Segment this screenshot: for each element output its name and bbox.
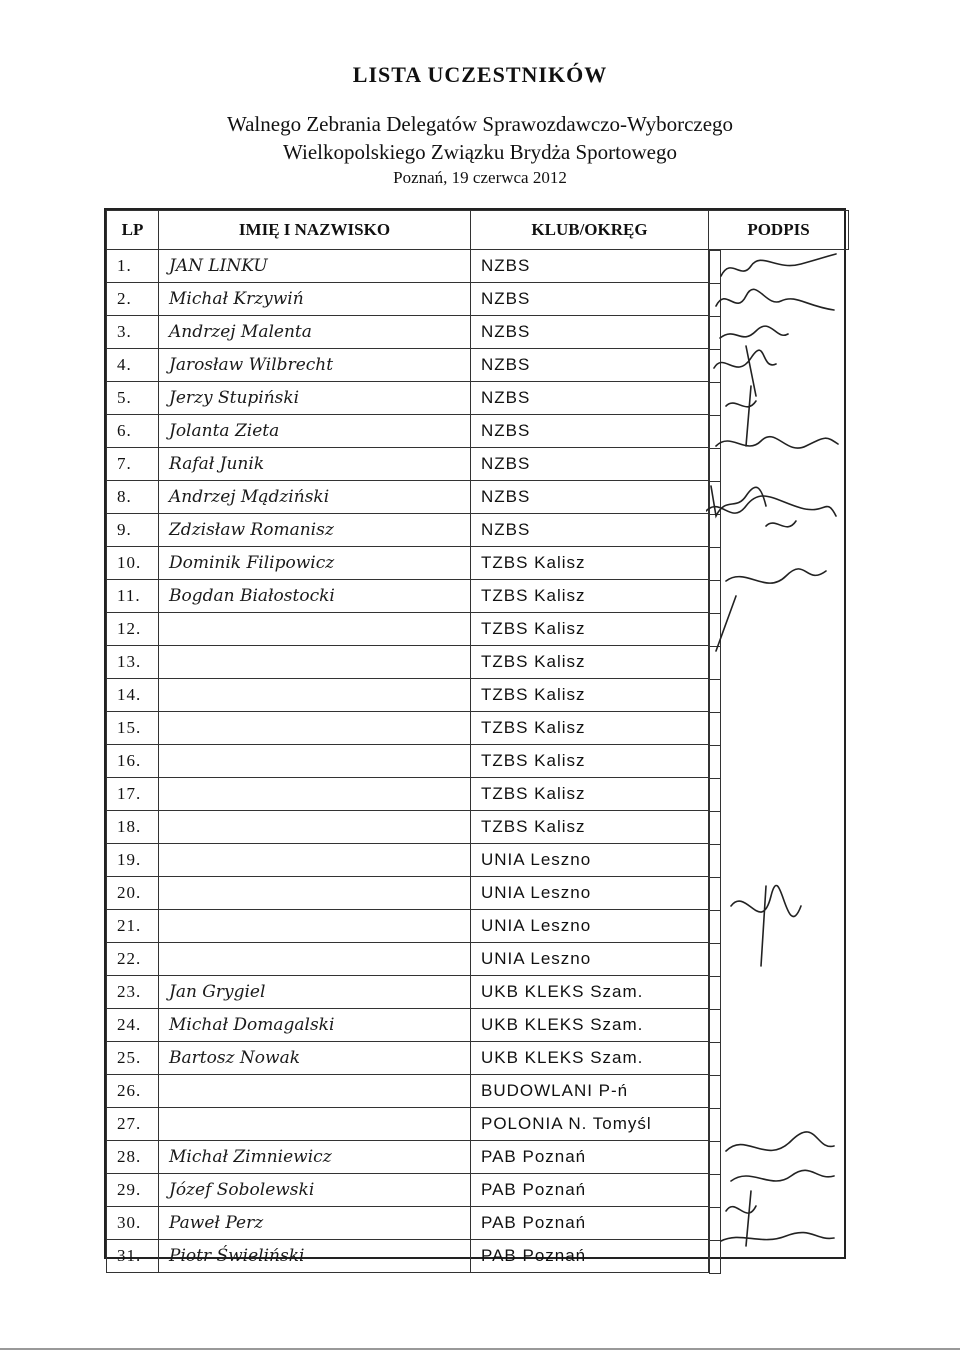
table-row (107, 415, 849, 448)
club-name: UNIA Leszno (471, 943, 709, 976)
participant-name (159, 1108, 471, 1141)
row-number: 25. (107, 1042, 159, 1075)
club-name: TZBS Kalisz (471, 712, 709, 745)
row-number: 23. (107, 976, 159, 1009)
row-number: 6. (107, 415, 159, 448)
table-row (107, 976, 849, 1009)
signature-cell (709, 1108, 721, 1142)
signature-cell (709, 1009, 721, 1043)
row-number: 8. (107, 481, 159, 514)
signature-cell (709, 1240, 721, 1274)
row-number: 31. (107, 1240, 159, 1273)
signature-cell (709, 481, 721, 515)
club-name: POLONIA N. Tomyśl (471, 1108, 709, 1141)
participant-name: Jan Grygiel (159, 976, 471, 1009)
row-number: 12. (107, 613, 159, 646)
table-row (107, 943, 849, 976)
table-row (107, 1240, 849, 1273)
club-name: NZBS (471, 316, 709, 349)
signature-cell (709, 844, 721, 878)
participant-name: Dominik Filipowicz (159, 547, 471, 580)
signature-cell (709, 745, 721, 779)
signature-cell (709, 448, 721, 482)
table-row (107, 1075, 849, 1108)
participant-name (159, 646, 471, 679)
club-name: NZBS (471, 250, 709, 283)
participant-name (159, 877, 471, 910)
participant-name: Józef Sobolewski (159, 1174, 471, 1207)
table-row (107, 712, 849, 745)
row-number: 2. (107, 283, 159, 316)
signature-cell (709, 415, 721, 449)
row-number: 15. (107, 712, 159, 745)
table-row (107, 382, 849, 415)
club-name: PAB Poznań (471, 1207, 709, 1240)
signature-cell (709, 778, 721, 812)
club-name: TZBS Kalisz (471, 811, 709, 844)
participant-name: Michał Zimniewicz (159, 1141, 471, 1174)
table-row (107, 811, 849, 844)
row-number: 11. (107, 580, 159, 613)
table-row (107, 745, 849, 778)
page-bottom-rule (0, 1348, 960, 1350)
signature-cell (709, 547, 721, 581)
table-row (107, 613, 849, 646)
participant-name: Andrzej Malenta (159, 316, 471, 349)
table-row (107, 1108, 849, 1141)
table-row (107, 679, 849, 712)
row-number: 21. (107, 910, 159, 943)
row-number: 13. (107, 646, 159, 679)
row-number: 5. (107, 382, 159, 415)
row-number: 28. (107, 1141, 159, 1174)
participant-name: Rafał Junik (159, 448, 471, 481)
table-row (107, 910, 849, 943)
club-name: TZBS Kalisz (471, 778, 709, 811)
row-number: 18. (107, 811, 159, 844)
document-title: LISTA UCZESTNIKÓW (352, 62, 608, 87)
participant-name: Michał Domagalski (159, 1009, 471, 1042)
table-row (107, 1009, 849, 1042)
table-row (107, 349, 849, 382)
row-number: 9. (107, 514, 159, 547)
signature-cell (709, 910, 721, 944)
participant-name: Jerzy Stupiński (159, 382, 471, 415)
club-name: NZBS (471, 382, 709, 415)
participant-name (159, 910, 471, 943)
signature-cell (709, 646, 721, 680)
table-row (107, 580, 849, 613)
participant-name (159, 745, 471, 778)
signature-cell (709, 1075, 721, 1109)
club-name: TZBS Kalisz (471, 745, 709, 778)
table-row (107, 1042, 849, 1075)
club-name: BUDOWLANI P-ń (471, 1075, 709, 1108)
club-name: TZBS Kalisz (471, 646, 709, 679)
row-number: 19. (107, 844, 159, 877)
participant-name: Bartosz Nowak (159, 1042, 471, 1075)
signature-cell (709, 613, 721, 647)
club-name: NZBS (471, 415, 709, 448)
signature-cell (709, 580, 721, 614)
table-row (107, 448, 849, 481)
participant-name: Piotr Świeliński (159, 1240, 471, 1273)
participant-name (159, 1075, 471, 1108)
club-name: NZBS (471, 448, 709, 481)
signature-cell (709, 349, 721, 383)
row-number: 4. (107, 349, 159, 382)
organization-name: Wielkopolskiego Związku Brydża Sportowego (283, 140, 677, 164)
club-name: PAB Poznań (471, 1174, 709, 1207)
signature-cell (709, 1174, 721, 1208)
table-row (107, 1207, 849, 1240)
table-row (107, 481, 849, 514)
row-number: 7. (107, 448, 159, 481)
row-number: 14. (107, 679, 159, 712)
club-name: UNIA Leszno (471, 844, 709, 877)
table-row (107, 844, 849, 877)
participant-name (159, 943, 471, 976)
participant-name: Bogdan Białostocki (159, 580, 471, 613)
club-name: NZBS (471, 283, 709, 316)
club-name: NZBS (471, 481, 709, 514)
participant-name (159, 778, 471, 811)
participant-name: Andrzej Mądziński (159, 481, 471, 514)
row-number: 1. (107, 250, 159, 283)
table-row (107, 646, 849, 679)
participant-name: Paweł Perz (159, 1207, 471, 1240)
row-number: 16. (107, 745, 159, 778)
club-name: UKB KLEKS Szam. (471, 1009, 709, 1042)
place-date: Poznań, 19 czerwca 2012 (393, 168, 567, 187)
participant-name (159, 844, 471, 877)
signature-cell (709, 514, 721, 548)
signature-cell (709, 712, 721, 746)
club-name: TZBS Kalisz (471, 580, 709, 613)
participant-name (159, 712, 471, 745)
table-row (107, 283, 849, 316)
column-header-lp: LP (107, 211, 159, 250)
document-subtitle: Walnego Zebrania Delegatów Sprawozdawczo-Wyborczego (226, 112, 734, 136)
row-number: 27. (107, 1108, 159, 1141)
signature-cell (709, 1207, 721, 1241)
participant-name (159, 679, 471, 712)
club-name: UNIA Leszno (471, 910, 709, 943)
participant-name: Zdzisław Romanisz (159, 514, 471, 547)
participant-name (159, 613, 471, 646)
row-number: 20. (107, 877, 159, 910)
row-number: 26. (107, 1075, 159, 1108)
participant-name: Michał Krzywiń (159, 283, 471, 316)
signature-cell (709, 316, 721, 350)
club-name: NZBS (471, 514, 709, 547)
table-row (107, 1141, 849, 1174)
signature-cell (709, 877, 721, 911)
signature-cell (709, 811, 721, 845)
row-number: 22. (107, 943, 159, 976)
column-header-name: IMIĘ I NAZWISKO (159, 211, 471, 250)
club-name: UKB KLEKS Szam. (471, 976, 709, 1009)
row-number: 24. (107, 1009, 159, 1042)
signature-cell (709, 283, 721, 317)
row-number: 17. (107, 778, 159, 811)
participant-name (159, 811, 471, 844)
signature-cell (709, 250, 721, 284)
club-name: TZBS Kalisz (471, 679, 709, 712)
signature-cell (709, 976, 721, 1010)
signature-cell (709, 679, 721, 713)
table-row (107, 316, 849, 349)
table-row (107, 547, 849, 580)
table-row (107, 514, 849, 547)
club-name: NZBS (471, 349, 709, 382)
club-name: PAB Poznań (471, 1240, 709, 1273)
club-name: UNIA Leszno (471, 877, 709, 910)
row-number: 30. (107, 1207, 159, 1240)
participants-table (104, 208, 846, 1266)
column-header-club: KLUB/OKRĘG (471, 211, 709, 250)
participant-name: JAN LINKU (159, 250, 471, 283)
signature-cell (709, 1141, 721, 1175)
table-row (107, 250, 849, 283)
club-name: TZBS Kalisz (471, 613, 709, 646)
column-header-signature: PODPIS (709, 211, 849, 250)
table-row (107, 778, 849, 811)
participant-name: Jolanta Zieta (159, 415, 471, 448)
club-name: PAB Poznań (471, 1141, 709, 1174)
row-number: 3. (107, 316, 159, 349)
participant-name: Jarosław Wilbrecht (159, 349, 471, 382)
signature-cell (709, 943, 721, 977)
signature-cell (709, 1042, 721, 1076)
table-row (107, 1174, 849, 1207)
club-name: TZBS Kalisz (471, 547, 709, 580)
row-number: 29. (107, 1174, 159, 1207)
signature-cell (709, 382, 721, 416)
table-row (107, 877, 849, 910)
row-number: 10. (107, 547, 159, 580)
club-name: UKB KLEKS Szam. (471, 1042, 709, 1075)
table-header-row (107, 211, 849, 250)
